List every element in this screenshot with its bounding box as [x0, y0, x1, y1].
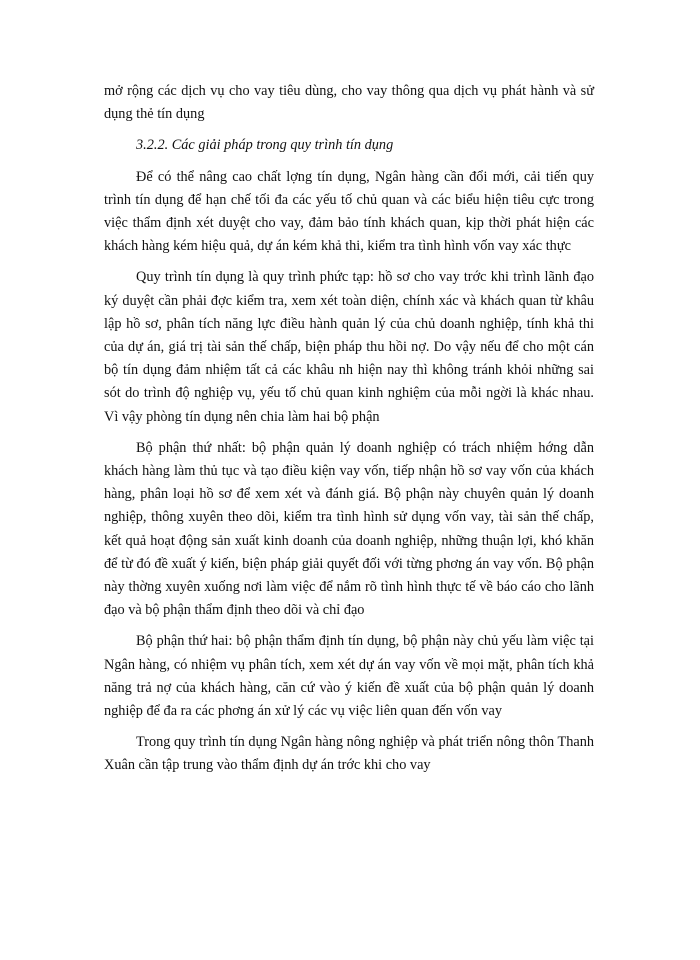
paragraph: Bộ phận thứ hai: bộ phận thẩm định tín dụng, bộ phận này chủ yếu làm việc tại Ngân hàng, có nhiệm vụ phân tích, xem xét dự án vay vốn về mọi mặt, phân tích khả năng trả nợ của khách hàng, căn cứ vào ý kiến đề xuất của bộ phận quản lý doanh nghiệp để đa ra các phơng án xử lý các vụ việc liên quan đến vốn vay	[104, 633, 594, 720]
paragraph: Quy trình tín dụng là quy trình phức tạp: hồ sơ cho vay trớc khi trình lãnh đạo ký duyệt cần phải đợc kiểm tra, xem xét toàn diện, chính xác và khách quan từ khâu lập hồ sơ, phân tích năng lực điều hành quản lý của chủ doanh nghiệp, tính khả thi của dự án, giá trị tài sản thế chấp, biện pháp thu hồi nợ. Do vậy nếu để cho một cán bộ tín dụng đảm nhiệm tất cả các khâu nh hiện nay thì không tránh khỏi những sai sót do trình độ nghiệp vụ, yếu tố chủ quan kinh nghiệm của mỗi ngời là khác nhau. Vì vậy phòng tín dụng nên chia làm hai bộ phận	[104, 269, 594, 425]
paragraph: Để có thể nâng cao chất lợng tín dụng, Ngân hàng cần đổi mới, cải tiến quy trình tín dụng để hạn chế tối đa các yếu tố chủ quan và các biểu hiện tiêu cực trong việc thẩm định xét duyệt cho vay, đảm bảo tính khách quan, kịp thời phát hiện các khách hàng kém hiệu quả, dự án kém khả thi, kiểm tra tình hình vốn vay xác thực	[104, 168, 594, 255]
paragraph: Trong quy trình tín dụng Ngân hàng nông nghiệp và phát triển nông thôn Thanh Xuân cần tập trung vào thẩm định dự án trớc khi cho vay	[104, 734, 594, 774]
document-page	[104, 80, 594, 786]
paragraph: Bộ phận thứ nhất: bộ phận quản lý doanh nghiệp có trách nhiệm hớng dẫn khách hàng làm thủ tục và tạo điều kiện vay vốn, tiếp nhận hồ sơ vay vốn của khách hàng, phân loại hồ sơ để xem xét và đánh giá. Bộ phận này chuyên quản lý doanh nghiệp, thông xuyên theo dõi, kiểm tra tình hình sử dụng vốn vay, tài sản thế chấp, kết quả hoạt động sản xuất kinh doanh của doanh nghiệp, những thuận lợi, khó khăn để từ đó đề xuất ý kiến, biện pháp giải quyết đối với từng phơng án vay vốn. Bộ phận này thờng xuyên xuống nơi làm việc để nắm rõ tình hình thực tế về báo cáo cho lãnh đạo và bộ phận thẩm định theo dõi và chỉ đạo	[104, 439, 594, 619]
paragraph-continuation: mở rộng các dịch vụ cho vay tiêu dùng, cho vay thông qua dịch vụ phát hành và sử dụng thẻ tín dụng	[104, 83, 594, 123]
section-heading: 3.2.2. Các giải pháp trong quy trình tín dụng	[136, 137, 394, 154]
